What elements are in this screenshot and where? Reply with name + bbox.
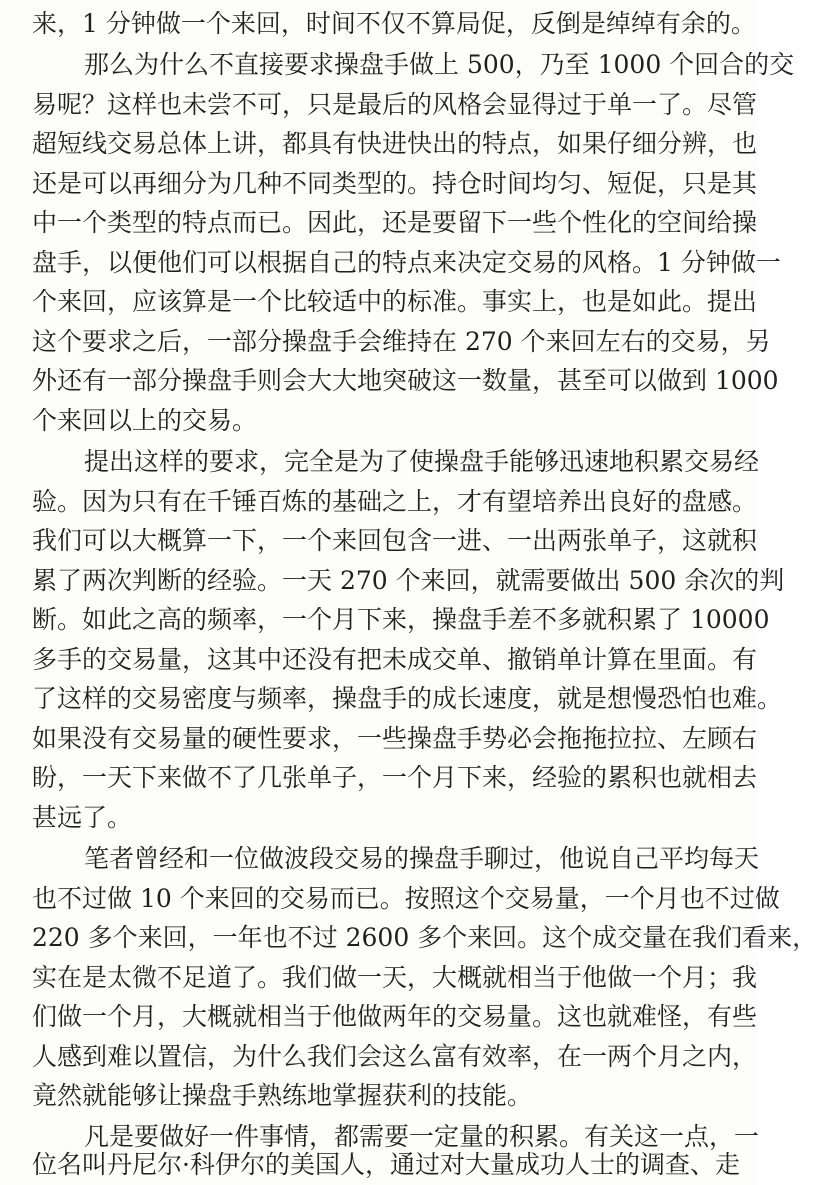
text-line: 那么为什么不直接要求操盘手做上 500，乃至 1000 个回合的交 bbox=[84, 50, 795, 79]
text-line: 位名叫丹尼尔·科伊尔的美国人，通过对大量成功人士的调查、走 bbox=[32, 1150, 740, 1179]
text-line: 实在是太微不足道了。我们做一天，大概就相当于他做一个月；我 bbox=[32, 963, 758, 992]
text-line: 来，1 分钟做一个来回，时间不仅不算局促，反倒是绰绰有余的。 bbox=[32, 9, 756, 38]
text-line: 断。如此之高的频率，一个月下来，操盘手差不多就积累了 10000 bbox=[32, 605, 770, 634]
text-line: 也不过做 10 个来回的交易而已。按照这个交易量，一个月也不过做 bbox=[32, 884, 780, 913]
text-line: 个来回，应该算是一个比较适中的标准。事实上，也是如此。提出 bbox=[32, 287, 758, 316]
text-line: 盘手，以便他们可以根据自己的特点来决定交易的风格。1 分钟做一 bbox=[32, 248, 781, 277]
text-line: 提出这样的要求，完全是为了使操盘手能够迅速地积累交易经 bbox=[84, 447, 760, 476]
text-line: 我们可以大概算一下，一个来回包含一进、一出两张单子，这就积 bbox=[32, 526, 758, 555]
text-line: 人感到难以置信，为什么我们会这么富有效率，在一两个月之内， bbox=[32, 1042, 758, 1071]
text-line: 多手的交易量，这其中还没有把未成交单、撤销单计算在里面。有 bbox=[32, 645, 758, 674]
text-line: 易呢？这样也未尝不可，只是最后的风格会显得过于单一了。尽管 bbox=[32, 90, 758, 119]
text-line: 累了两次判断的经验。一天 270 个来回，就需要做出 500 余次的判 bbox=[32, 566, 785, 595]
text-line: 笔者曾经和一位做波段交易的操盘手聊过，他说自己平均每天 bbox=[84, 844, 760, 873]
text-line: 还是可以再细分为几种不同类型的。持仓时间均匀、短促，只是其 bbox=[32, 169, 758, 198]
text-line: 们做一个月，大概就相当于他做两年的交易量。这也就难怪，有些 bbox=[32, 1002, 758, 1031]
text-line: 220 多个来回，一年也不过 2600 多个来回。这个成交量在我们看来， bbox=[32, 923, 817, 952]
text-line: 竟然就能够让操盘手熟练地掌握获利的技能。 bbox=[32, 1081, 533, 1110]
text-line: 盼，一天下来做不了几张单子，一个月下来，经验的累积也就相去 bbox=[32, 763, 758, 792]
text-line: 外还有一部分操盘手则会大大地突破这一数量，甚至可以做到 1000 bbox=[32, 366, 779, 395]
text-line: 甚远了。 bbox=[32, 803, 133, 832]
text-line: 超短线交易总体上讲，都具有快进快出的特点，如果仔细分辨，也 bbox=[32, 129, 758, 158]
text-line: 这个要求之后，一部分操盘手会维持在 270 个来回左右的交易，另 bbox=[32, 327, 771, 356]
text-line: 验。因为只有在千锤百炼的基础之上，才有望培养出良好的盘感。 bbox=[32, 487, 758, 516]
text-line: 如果没有交易量的硬性要求，一些操盘手势必会拖拖拉拉、左顾右 bbox=[32, 724, 758, 753]
text-line: 个来回以上的交易。 bbox=[32, 406, 258, 435]
text-line: 凡是要做好一件事情，都需要一定量的积累。有关这一点，一 bbox=[84, 1122, 760, 1151]
text-line: 中一个类型的特点而已。因此，还是要留下一些个性化的空间给操 bbox=[32, 208, 758, 237]
text-line: 了这样的交易密度与频率，操盘手的成长速度，就是想慢恐怕也难。 bbox=[32, 684, 783, 713]
